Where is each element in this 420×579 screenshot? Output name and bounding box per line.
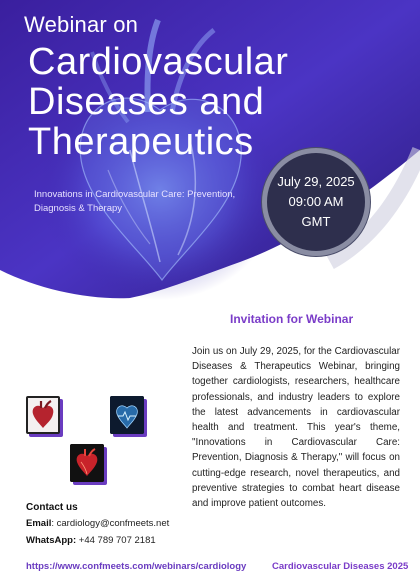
title-line-1: Cardiovascular xyxy=(28,41,289,83)
event-date: July 29, 2025 xyxy=(277,174,355,189)
invitation-body: Join us on July 29, 2025, for the Cardiovascular Diseases & Therapeutics Webinar, bringing together cardiologists, researchers, healthcare professionals, and industry leaders to explore the latest advancements in cardiovascular health and treatment. This year's theme, "Innovations in Cardiovascular Care: Prevention, Diagnosis & Therapy," will focus on cutting-edge research, novel therapeutics, and preventive strategies to combat heart disease and improve patient outcomes. xyxy=(192,346,400,510)
invitation-heading: Invitation for Webinar xyxy=(230,312,354,326)
heart-red-image xyxy=(70,444,104,482)
title-line-2: Diseases and xyxy=(28,81,265,123)
heart-anatomy-icon xyxy=(28,398,58,432)
contact-whatsapp xyxy=(26,535,156,546)
webinar-kicker: Webinar on xyxy=(24,12,139,37)
heart-xray-image xyxy=(110,396,144,434)
date-badge xyxy=(262,148,370,256)
whatsapp-value[interactable]: +44 789 707 2181 xyxy=(76,535,156,546)
whatsapp-label: WhatsApp: xyxy=(26,535,77,546)
webinar-url-link[interactable]: https://www.confmeets.com/webinars/cardiology xyxy=(26,561,247,572)
title-line-3: Therapeutics xyxy=(28,121,254,163)
heart-red-icon xyxy=(70,444,104,482)
heart-anatomy-image xyxy=(26,396,60,434)
event-timezone: GMT xyxy=(301,214,331,229)
footer-brand: Cardiovascular Diseases 2025 xyxy=(272,561,409,572)
webinar-title xyxy=(28,42,398,162)
contact-title: Contact us xyxy=(26,502,78,513)
event-time: 09:00 AM xyxy=(288,194,344,209)
email-label: Email xyxy=(26,518,52,529)
heart-xray-icon xyxy=(110,396,144,434)
contact-email xyxy=(26,518,169,529)
webinar-subtitle: Innovations in Cardiovascular Care: Prevention, Diagnosis & Therapy xyxy=(34,189,236,214)
email-value[interactable]: : cardiology@confmeets.net xyxy=(51,518,170,529)
